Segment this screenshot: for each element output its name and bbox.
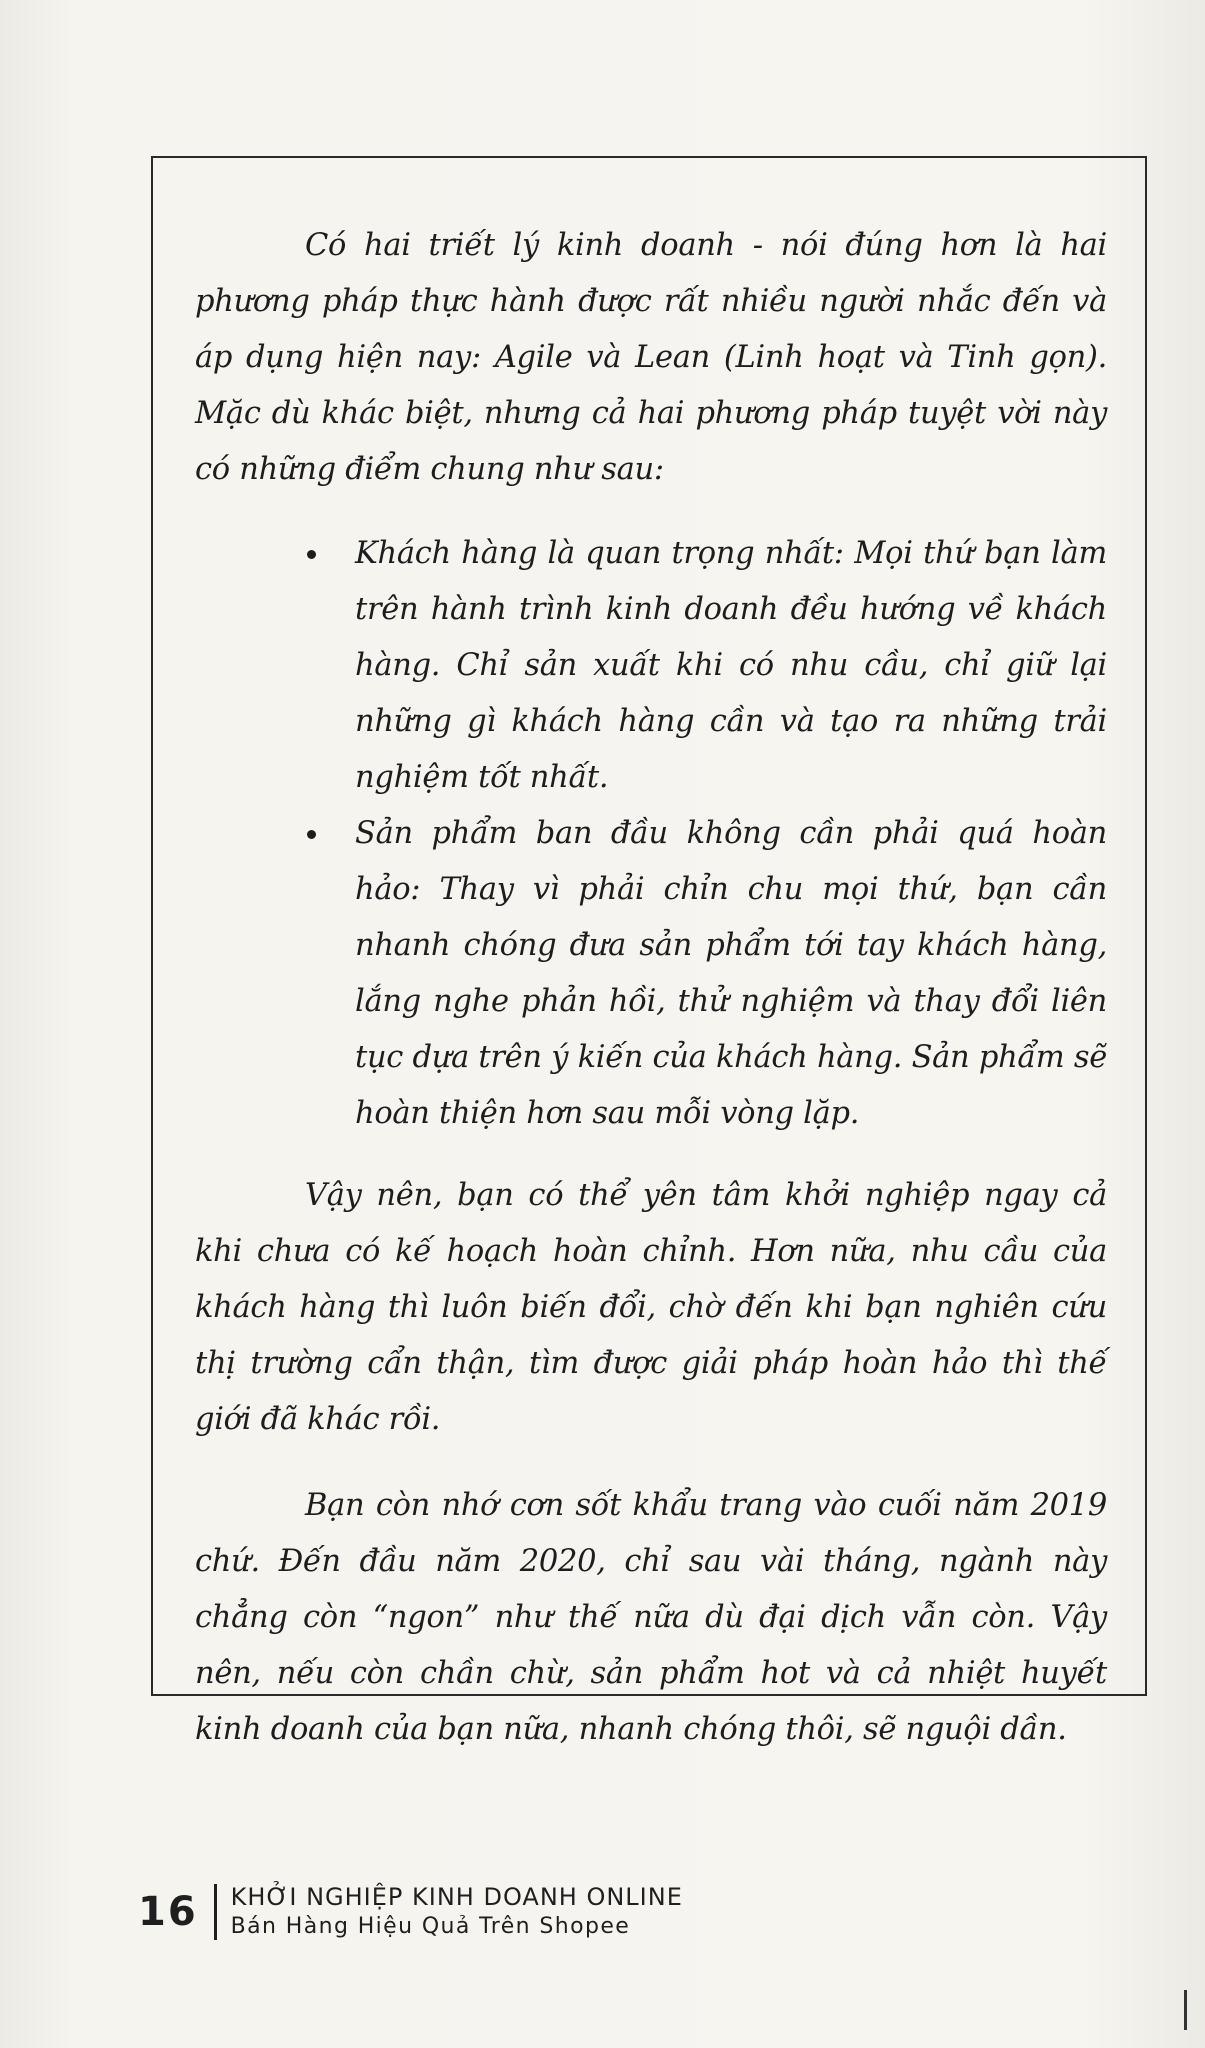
bullet-text: Khách hàng là quan trọng nhất: Mọi thứ bạn làm trên hành trình kinh doanh đều hướng về khách hàng. Chỉ sản xuất khi có nhu cầu, chỉ giữ lại những gì khách hàng cần và tạo ra những trải nghiệm tốt nhất.: [355, 536, 1107, 795]
bullet-dot-icon: [307, 830, 316, 839]
book-title: KHỞI NGHIỆP KINH DOANH ONLINE: [230, 1883, 683, 1911]
footer-book-info: [231, 1882, 683, 1942]
body-paragraph-3: Bạn còn nhớ cơn sốt khẩu trang vào cuối năm 2019 chứ. Đến đầu năm 2020, chỉ sau vài tháng, ngành này chẳng còn “ngon” như thế nữa dù đại dịch vẫn còn. Vậy nên, nếu còn chần chừ, sản phẩm hot và cả nhiệt huyết kinh doanh của bạn nữa, nhanh chóng thôi, sẽ nguội dần.: [195, 1488, 1107, 1747]
bullet-text: Sản phẩm ban đầu không cần phải quá hoàn hảo: Thay vì phải chỉn chu mọi thứ, bạn cần nhanh chóng đưa sản phẩm tới tay khách hàng, lắng nghe phản hồi, thử nghiệm và thay đổi liên tục dựa trên ý kiến của khách hàng. Sản phẩm sẽ hoàn thiện hơn sau mỗi vòng lặp.: [355, 816, 1107, 1131]
bullet-item: [195, 806, 1107, 1142]
footer-divider: [214, 1884, 217, 1940]
page-edge-mark: [1184, 1990, 1187, 2030]
bullet-list: [195, 526, 1107, 1142]
bullet-dot-icon: [307, 550, 316, 559]
body-paragraph-2: Vậy nên, bạn có thể yên tâm khởi nghiệp ngay cả khi chưa có kế hoạch hoàn chỉnh. Hơn nữa, nhu cầu của khách hàng thì luôn biến đổi, chờ đến khi bạn nghiên cứu thị trường cẩn thận, tìm được giải pháp hoàn hảo thì thế giới đã khác rồi.: [195, 1178, 1107, 1437]
intro-paragraph: Có hai triết lý kinh doanh - nói đúng hơn là hai phương pháp thực hành được rất nhiều người nhắc đến và áp dụng hiện nay: Agile và Lean (Linh hoạt và Tinh gọn). Mặc dù khác biệt, nhưng cả hai phương pháp tuyệt vời này có những điểm chung như sau:: [195, 228, 1107, 487]
page-number: 16: [138, 1889, 198, 1935]
book-subtitle: Bán Hàng Hiệu Quả Trên Shopee: [230, 1914, 631, 1939]
text-box: [151, 156, 1147, 1747]
page-footer: [138, 1872, 683, 1952]
text-box-content: [195, 218, 1107, 1758]
bullet-item: [195, 526, 1107, 806]
